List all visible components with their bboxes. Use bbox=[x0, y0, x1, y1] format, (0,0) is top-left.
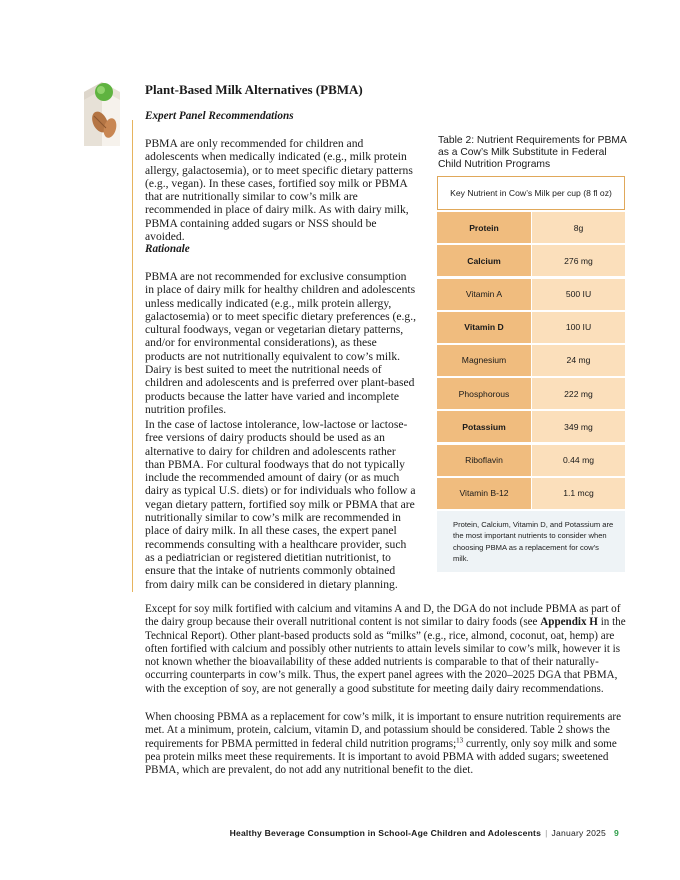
table-row bbox=[437, 478, 625, 509]
footnote-reference: 13 bbox=[456, 735, 464, 744]
nutrient-name: Protein bbox=[437, 212, 531, 243]
table-note: Protein, Calcium, Vitamin D, and Potassium are the most important nutrients to consider when choosing PBMA as a replacement for cow’s milk. bbox=[437, 511, 625, 572]
table-row bbox=[437, 378, 625, 409]
nutrient-amount: 0.44 mg bbox=[532, 445, 625, 476]
table-row bbox=[437, 312, 625, 343]
nutrient-amount: 500 IU bbox=[532, 279, 625, 310]
rationale-heading: Rationale bbox=[145, 243, 190, 255]
rationale-paragraph-2-block bbox=[145, 418, 417, 591]
nutrient-name: Magnesium bbox=[437, 345, 531, 376]
nutrient-amount: 1.1 mcg bbox=[532, 478, 625, 509]
table-row bbox=[437, 245, 625, 276]
body-paragraph-3 bbox=[145, 603, 627, 696]
accent-rule bbox=[132, 120, 133, 592]
nutrient-amount: 276 mg bbox=[532, 245, 625, 276]
footer-date: January 2025 bbox=[551, 828, 607, 838]
footer-separator: | bbox=[545, 828, 548, 838]
table-row bbox=[437, 345, 625, 376]
para3-text-start: Except for soy milk fortified with calcium and vitamins A and D, the DGA do not include PBMA as part of the dairy group because their overall nutritional content is not similar to dairy foods (see bbox=[145, 603, 621, 629]
footer-title: Healthy Beverage Consumption in School-Age Children and Adolescents bbox=[229, 828, 542, 838]
para4-text-start: When choosing PBMA as a replacement for cow’s milk, it is important to ensure nutrition requirements are met. At a minimum, protein, calcium, vitamin D, and potassium should be considered. Table 2 shows the requirements for PBMA permitted in federal child nutrition programs; bbox=[145, 711, 621, 750]
nutrient-amount: 100 IU bbox=[532, 312, 625, 343]
nutrient-amount: 349 mg bbox=[532, 411, 625, 442]
table-row bbox=[437, 445, 625, 476]
nutrient-amount: 24 mg bbox=[532, 345, 625, 376]
page-footer bbox=[230, 828, 619, 838]
nutrient-name: Vitamin B-12 bbox=[437, 478, 531, 509]
nutrient-name: Potassium bbox=[437, 411, 531, 442]
table-row bbox=[437, 279, 625, 310]
rationale-paragraph-2: In the case of lactose intolerance, low-lactose or lactose-free versions of dairy products should be used as an alternative to dairy for children and adolescents rather than PBMA. For cultural foodways that do not typically include the recommended amount of dairy (or as much dairy as typical U.S. diets) or for individuals who follow a vegan dietary pattern, fortified soy milk or PBMA that are nutritionally similar to cow’s milk are recommended in place of dairy milk. In all these cases, the expert panel recommends consulting with a healthcare provider, such as a pediatrician or registered dietitian nutritionist, to ensure that the intake of nutrients commonly obtained from dairy milk can be considered in dietary planning. bbox=[145, 418, 416, 591]
body-paragraph-4 bbox=[145, 711, 627, 777]
table-title: Table 2: Nutrient Requirements for PBMA as a Cow’s Milk Substitute in Federal Child Nutrition Programs bbox=[438, 135, 627, 171]
table-header: Key Nutrient in Cow’s Milk per cup (8 fl oz) bbox=[437, 176, 625, 210]
para4-text-end: currently, only soy milk and some pea protein milks meet these requirements. It is important to avoid PBMA with added sugars; sweetened PBMA, which are prevalent, do not add any nutritional benefit to the diet. bbox=[145, 737, 617, 777]
nutrient-name: Calcium bbox=[437, 245, 531, 276]
milk-carton-icon bbox=[80, 78, 124, 148]
nutrient-table bbox=[437, 176, 625, 572]
nutrient-amount: 8g bbox=[532, 212, 625, 243]
table-row bbox=[437, 212, 625, 243]
nutrient-name: Vitamin A bbox=[437, 279, 531, 310]
nutrient-amount: 222 mg bbox=[532, 378, 625, 409]
expert-heading: Expert Panel Recommendations bbox=[145, 110, 294, 122]
appendix-reference: Appendix H bbox=[540, 616, 598, 629]
rationale-paragraph-1: PBMA are not recommended for exclusive consumption in place of dairy milk for healthy children and adolescents unless medically indicated (e.g., milk protein allergy, galactosemia) or to meet specific dietary preferences (e.g., cultural foodways, vegan or vegetarian dietary patterns, and/or for environmental considerations), as these products are not nutritionally equivalent to cow’s milk. Dairy is best suited to meet the nutritional needs of children and adolescents and is preferred over plant-based products because the latter have varied and incomplete nutrition profiles. bbox=[145, 270, 417, 416]
rationale-paragraph-1-block bbox=[145, 270, 417, 416]
section-title: Plant-Based Milk Alternatives (PBMA) bbox=[145, 82, 363, 97]
page-number: 9 bbox=[614, 828, 619, 838]
nutrient-name: Vitamin D bbox=[437, 312, 531, 343]
expert-paragraph-block bbox=[145, 137, 417, 243]
para3-text-end: in the Technical Report). Other plant-based products sold as “milks” (e.g., rice, almond, coconut, oat, hemp) are often fortified with calcium and possibly other nutrients to attain levels similar to cow’s milk, however it is not known whether the bioavailability of these added nutrients is comparable to that of their naturally-occurring counterparts in cow’s milk. Thus, the expert panel agrees with the 2020–2025 DGA that PBMA, with the exception of soy, are not generally a good substitute for meeting daily dairy recommendations. bbox=[145, 616, 626, 695]
table-row bbox=[437, 411, 625, 442]
nutrient-name: Riboflavin bbox=[437, 445, 531, 476]
expert-paragraph: PBMA are only recommended for children and adolescents when medically indicated (e.g., milk protein allergy, galactosemia), or to meet specific dietary patterns (e.g., vegan). In these cases, fortified soy milk or PBMA that are nutritionally similar to cow’s milk are recommended in place of dairy milk. As with dairy milk, PBMA containing added sugars or NSS should be avoided. bbox=[145, 137, 413, 244]
nutrient-name: Phosphorous bbox=[437, 378, 531, 409]
